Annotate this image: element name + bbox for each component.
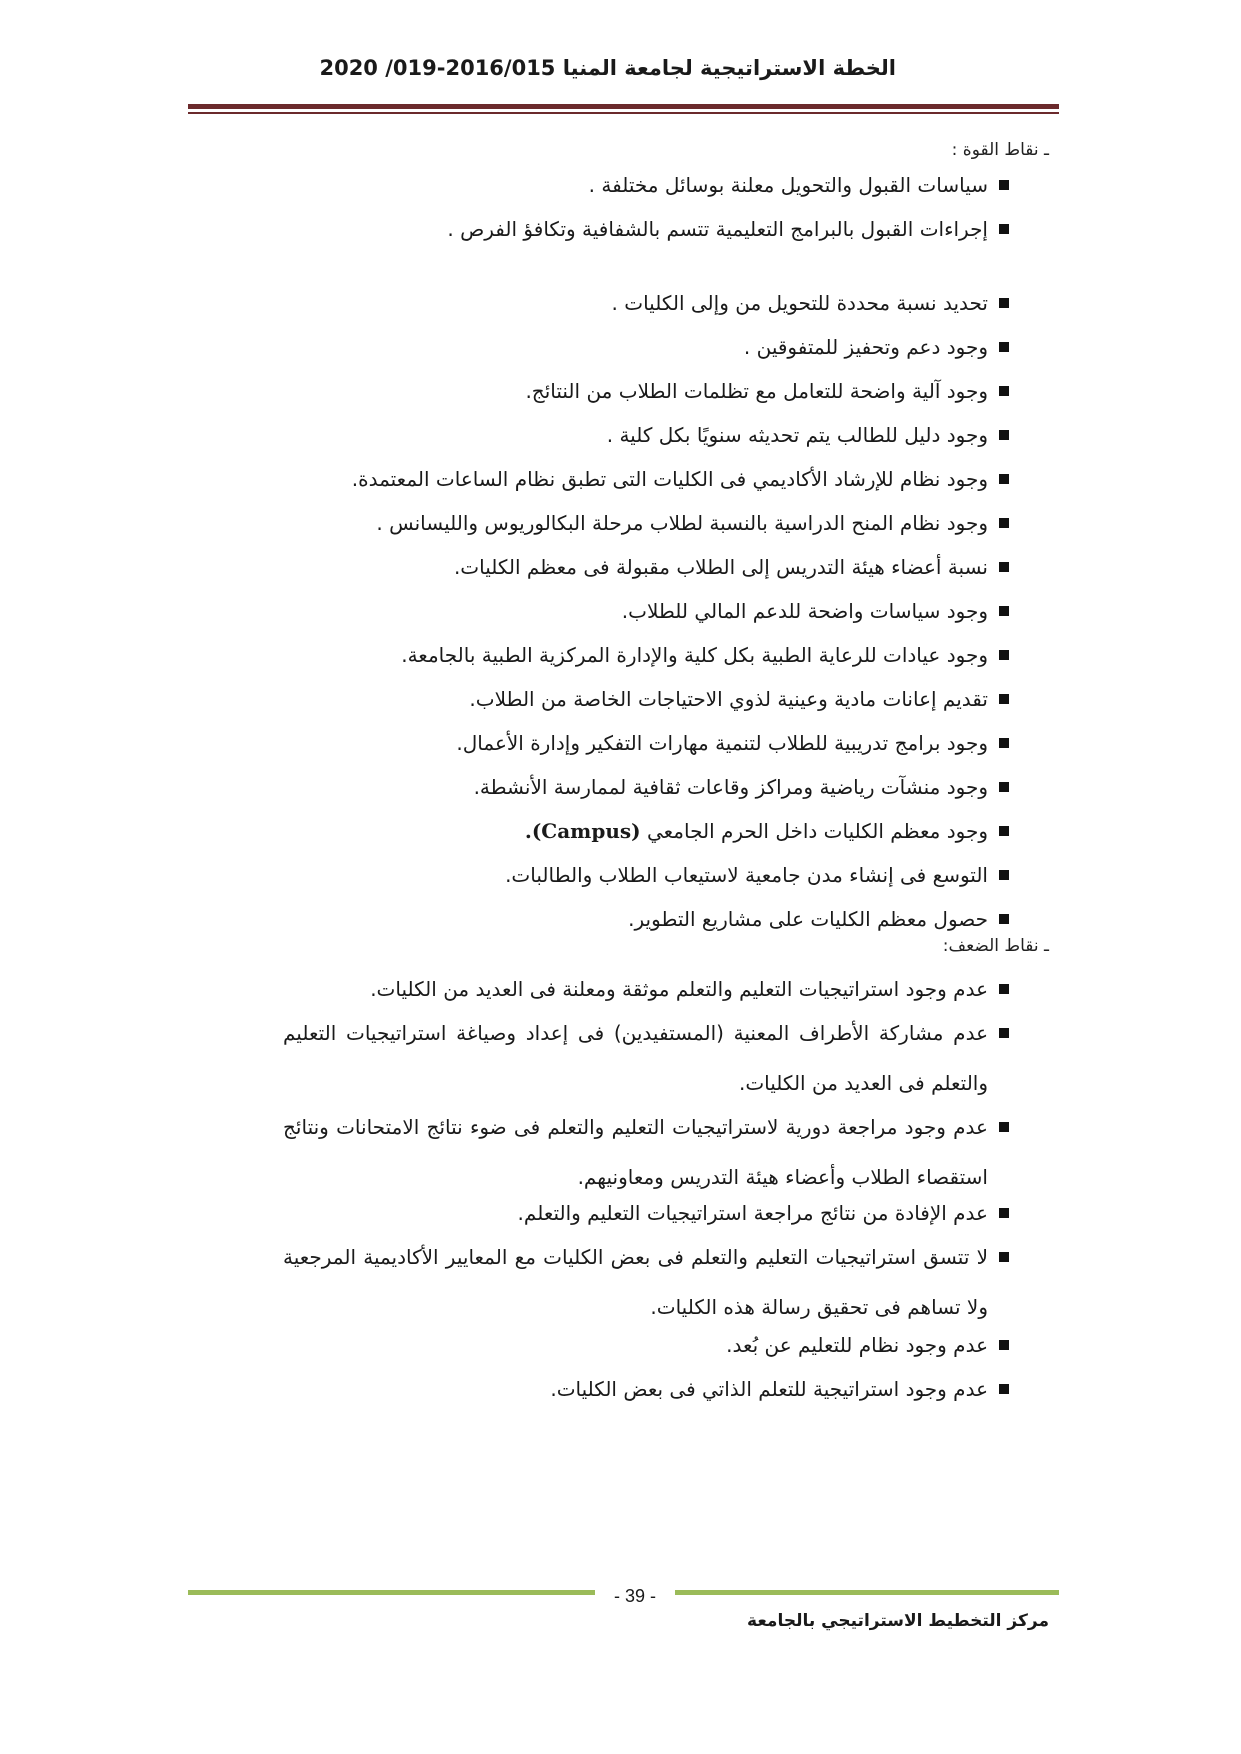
strength-item: وجود منشآت رياضية ومراكز وقاعات ثقافية لممارسة الأنشطة.	[473, 775, 988, 799]
strengths-heading: ـ نقاط القوة :	[951, 140, 1049, 160]
document-header-title: الخطة الاستراتيجية لجامعة المنيا 2016/015-019/ 2020	[319, 56, 896, 80]
bullet-icon	[999, 1252, 1009, 1262]
strength-item: إجراءات القبول بالبرامج التعليمية تتسم بالشفافية وتكافؤ الفرص .	[447, 217, 988, 241]
bullet-icon	[999, 782, 1009, 792]
strength-item: وجود دليل للطالب يتم تحديثه سنويًا بكل كلية .	[606, 423, 988, 447]
weakness-item: عدم وجود استراتيجيات التعليم والتعلم موثقة ومعلنة فى العديد من الكليات.	[370, 977, 988, 1001]
strength-item-text: وجود معظم الكليات داخل الحرم الجامعي	[646, 819, 988, 843]
page-number: - 39 -	[595, 1586, 675, 1607]
bullet-icon	[999, 386, 1009, 396]
strength-item: نسبة أعضاء هيئة التدريس إلى الطلاب مقبولة فى معظم الكليات.	[453, 555, 988, 579]
strength-item: وجود عيادات للرعاية الطبية بكل كلية والإدارة المركزية الطبية بالجامعة.	[401, 643, 988, 667]
footer-center-name: مركز التخطيط الاستراتيجي بالجامعة	[747, 1611, 1049, 1631]
bullet-icon	[999, 562, 1009, 572]
bullet-icon	[999, 1208, 1009, 1218]
bullet-icon	[999, 342, 1009, 352]
bullet-icon	[999, 650, 1009, 660]
strength-item: سياسات القبول والتحويل معلنة بوسائل مختلفة .	[588, 173, 988, 197]
bullet-icon	[999, 298, 1009, 308]
strength-item: وجود آلية واضحة للتعامل مع تظلمات الطلاب من النتائج.	[525, 379, 988, 403]
bullet-icon	[999, 694, 1009, 704]
weakness-item: عدم وجود نظام للتعليم عن بُعد.	[726, 1333, 988, 1357]
strength-item: وجود نظام للإرشاد الأكاديمي فى الكليات التى تطبق نظام الساعات المعتمدة.	[351, 467, 988, 491]
strength-item: التوسع فى إنشاء مدن جامعية لاستيعاب الطلاب والطالبات.	[505, 863, 988, 887]
strength-item	[168, 806, 988, 856]
strength-item: وجود سياسات واضحة للدعم المالي للطلاب.	[621, 599, 988, 623]
bullet-icon	[999, 180, 1009, 190]
bullet-icon	[999, 518, 1009, 528]
strength-item: حصول معظم الكليات على مشاريع التطوير.	[628, 907, 988, 931]
bullet-icon	[999, 1028, 1009, 1038]
weaknesses-heading: ـ نقاط الضعف:	[942, 936, 1049, 956]
weakness-item: لا تتسق استراتيجيات التعليم والتعلم فى بعض الكليات مع المعايير الأكاديمية المرجعية ولا تساهم فى تحقيق رسالة هذه الكليات.	[283, 1245, 988, 1319]
header-divider	[188, 104, 1059, 109]
bullet-icon	[999, 606, 1009, 616]
bullet-icon	[999, 914, 1009, 924]
strength-item: وجود برامج تدريبية للطلاب لتنمية مهارات التفكير وإدارة الأعمال.	[456, 731, 988, 755]
strength-item: تحديد نسبة محددة للتحويل من وإلى الكليات .	[611, 291, 988, 315]
weakness-item: عدم وجود استراتيجية للتعلم الذاتي فى بعض الكليات.	[550, 1377, 988, 1401]
campus-term: (Campus).	[524, 819, 641, 843]
bullet-icon	[999, 474, 1009, 484]
bullet-icon	[999, 430, 1009, 440]
weakness-item: عدم مشاركة الأطراف المعنية (المستفيدين) فى إعداد وصياغة استراتيجيات التعليم والتعلم فى العديد من الكليات.	[283, 1021, 988, 1095]
weakness-item: عدم الإفادة من نتائج مراجعة استراتيجيات التعليم والتعلم.	[517, 1201, 988, 1225]
strength-item: تقديم إعانات مادية وعينية لذوي الاحتياجات الخاصة من الطلاب.	[469, 687, 988, 711]
bullet-icon	[999, 984, 1009, 994]
header-divider-thin	[188, 112, 1059, 114]
bullet-icon	[999, 738, 1009, 748]
bullet-icon	[999, 1122, 1009, 1132]
strength-item: وجود دعم وتحفيز للمتفوقين .	[743, 335, 988, 359]
strength-item: وجود نظام المنح الدراسية بالنسبة لطلاب مرحلة البكالوريوس والليسانس .	[376, 511, 988, 535]
bullet-icon	[999, 1384, 1009, 1394]
bullet-icon	[999, 826, 1009, 836]
bullet-icon	[999, 224, 1009, 234]
bullet-icon	[999, 870, 1009, 880]
bullet-icon	[999, 1340, 1009, 1350]
weakness-item: عدم وجود مراجعة دورية لاستراتيجيات التعليم والتعلم فى ضوء نتائج الامتحانات ونتائج استقصاء الطلاب وأعضاء هيئة التدريس ومعاونيهم.	[283, 1115, 988, 1189]
